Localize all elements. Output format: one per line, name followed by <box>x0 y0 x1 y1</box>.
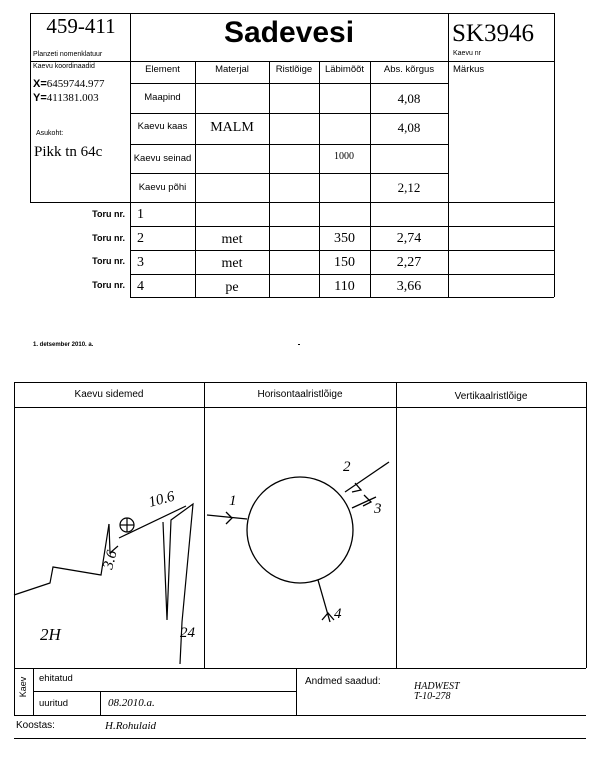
distance-label-2: 3.6 <box>100 548 121 572</box>
col-material: Materjal <box>215 64 249 75</box>
well-side-label: Kaev <box>18 676 28 698</box>
pipe-height: 2,27 <box>396 255 422 270</box>
pipe-2-label: 2 <box>343 459 351 475</box>
pipe-label: Toru nr. <box>92 280 125 290</box>
nomenclature-value: 459-411 <box>46 14 116 38</box>
pipe-number: 2 <box>137 231 144 246</box>
author-value: H.Rohulaid <box>105 720 157 732</box>
pipe-4-line <box>318 580 330 622</box>
element-name: Maapind <box>144 92 181 103</box>
pipe-diameter: 150 <box>334 255 355 270</box>
element-height: 4,08 <box>397 91 421 106</box>
location-value: Pikk tn 64c <box>34 144 103 160</box>
coordinate-x: X=6459744.977 <box>33 78 105 90</box>
pipe-1-line <box>207 515 247 519</box>
pipe-label: Toru nr. <box>92 256 125 266</box>
author-label: Koostas: <box>16 720 55 731</box>
surveyed-label: uuritud <box>39 698 69 709</box>
col-cross-section: Ristlõige <box>275 64 313 75</box>
element-diameter: 1000 <box>334 151 354 162</box>
well-circle <box>247 477 353 583</box>
location-label: Asukoht: <box>36 130 64 137</box>
pipe-number: 1 <box>137 207 144 222</box>
coordinates-label: Kaevu koordinaadid <box>33 63 95 70</box>
house-label-1: 2H <box>40 625 61 644</box>
col-diameter: Läbimõõt <box>324 64 365 75</box>
data-from-value-1: HADWEST <box>414 681 460 692</box>
arrow-2-icon <box>352 483 361 492</box>
element-material: MALM <box>210 120 254 135</box>
element-name: Kaevu seinad <box>133 153 192 164</box>
distance-line <box>119 506 186 538</box>
pipe-3-line <box>352 497 376 508</box>
element-height: 4,08 <box>397 120 421 135</box>
pipe-1-label: 1 <box>229 493 237 509</box>
surveyed-value: 08.2010.a. <box>108 697 155 709</box>
house-label-2: 24 <box>180 625 195 641</box>
horizontal-section-sketch <box>207 462 389 622</box>
col-well-connections: Kaevu sidemed <box>74 389 144 400</box>
page-title: Sadevesi <box>223 16 355 49</box>
nomenclature-label: Planzeti nomenklatuur <box>33 51 103 58</box>
col-note: Märkus <box>453 64 485 75</box>
well-number-label: Kaevu nr <box>453 50 482 57</box>
pipe-3-label: 3 <box>374 501 382 517</box>
pipe-4-label: 4 <box>334 606 342 622</box>
pipe-diameter: 350 <box>334 231 355 246</box>
pipe-height: 3,66 <box>396 279 422 294</box>
element-name: Kaevu kaas <box>137 121 188 132</box>
pipe-number: 4 <box>137 279 144 294</box>
arrow-1-icon <box>226 512 232 524</box>
pipe-2-line <box>345 462 389 492</box>
well-number-value: SK3946 <box>452 20 534 47</box>
built-label: ehitatud <box>39 673 73 684</box>
distance-label-1: 10.6 <box>146 488 177 511</box>
pipe-diameter: 110 <box>334 279 355 294</box>
pipe-label: Toru nr. <box>92 233 125 243</box>
building-corner <box>109 524 118 553</box>
pipe-material: met <box>221 232 243 247</box>
pipe-material: pe <box>225 280 239 295</box>
pipe-label: Toru nr. <box>92 209 125 219</box>
coordinate-y: Y=411381.003 <box>33 92 99 104</box>
col-vertical-section: Vertikaalristlõige <box>454 391 528 402</box>
date-note: 1. detsember 2010. a. <box>33 342 94 348</box>
element-name: Kaevu põhi <box>138 182 187 193</box>
pipe-height: 2,74 <box>396 231 422 246</box>
building-outline-1 <box>14 524 109 595</box>
col-abs-height: Abs. kõrgus <box>383 64 435 75</box>
element-height: 2,12 <box>397 180 421 195</box>
data-from-label: Andmed saadud: <box>305 676 381 687</box>
col-horizontal-section: Horisontaalristlõige <box>257 389 343 400</box>
pipe-material: met <box>221 256 243 271</box>
col-element: Element <box>145 64 180 75</box>
pipe-number: 3 <box>137 255 144 270</box>
data-from-value-2: T-10-278 <box>414 691 451 702</box>
